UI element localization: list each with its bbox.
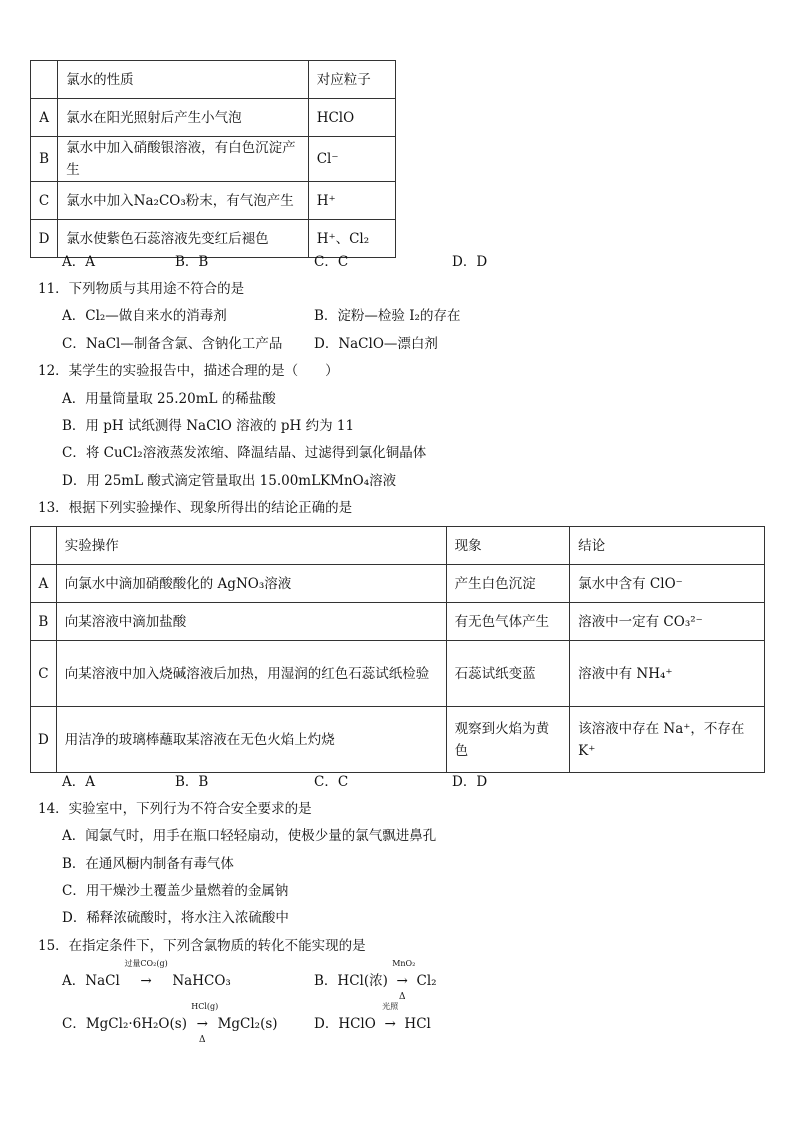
question-12-stem: 12．某学生的实验报告中，描述合理的是（ ） <box>38 363 339 379</box>
table-cell: 该溶液中存在 Na⁺，不存在 K⁺ <box>570 707 765 773</box>
answer-option-c: C．C <box>314 254 349 270</box>
question-14-stem: 14．实验室中，下列行为不符合安全要求的是 <box>38 801 312 817</box>
row-label: C <box>31 182 58 220</box>
table-header-cell: 实验操作 <box>56 527 446 565</box>
table-cell: 观察到火焰为黄色 <box>446 707 570 773</box>
option-label: D． <box>314 1016 339 1032</box>
question-15-stem: 15．在指定条件下，下列含氯物质的转化不能实现的是 <box>38 938 366 954</box>
table-cell: H⁺、Cl₂ <box>308 220 395 258</box>
table-cell: 溶液中一定有 CO₃²⁻ <box>570 603 765 641</box>
table-cell: H⁺ <box>308 182 395 220</box>
row-label: B <box>31 137 58 182</box>
q11-option-a: A．Cl₂—做自来水的消毒剂 <box>62 308 227 324</box>
q15-option-b <box>314 959 437 1002</box>
table-cell: 氯水中含有 ClO⁻ <box>570 565 765 603</box>
question-13-stem: 13．根据下列实验操作、现象所得出的结论正确的是 <box>38 500 353 516</box>
product: MgCl₂(s) <box>217 1016 278 1032</box>
answer-option-a: A．A <box>62 774 95 790</box>
table-cell: 向氯水中滴加硝酸酸化的 AgNO₃溶液 <box>56 565 446 603</box>
q11-option-c: C．NaCl—制备含氯、含钠化工产品 <box>62 336 283 352</box>
table-cell: 用洁净的玻璃棒蘸取某溶液在无色火焰上灼烧 <box>56 707 446 773</box>
q14-option-c: C．用干燥沙土覆盖少量燃着的金属钠 <box>62 883 289 899</box>
arrow-condition-below: Δ <box>199 1035 206 1045</box>
table-header-cell <box>31 527 57 565</box>
arrow-icon: → <box>396 973 408 989</box>
q15-option-d <box>314 1002 431 1033</box>
table-cell: Cl⁻ <box>308 137 395 182</box>
table-cell: 向某溶液中滴加盐酸 <box>56 603 446 641</box>
q14-option-d: D．稀释浓硫酸时，将水注入浓硫酸中 <box>62 910 289 926</box>
product: Cl₂ <box>416 973 437 989</box>
arrow-icon: → <box>196 1016 208 1032</box>
arrow-icon: → <box>140 973 152 989</box>
q14-option-b: B．在通风橱内制备有毒气体 <box>62 856 234 872</box>
row-label: C <box>31 641 57 707</box>
product: NaHCO₃ <box>172 973 231 989</box>
q11-option-b: B．淀粉—检验 I₂的存在 <box>314 308 461 324</box>
q11-option-d: D．NaClO—漂白剂 <box>314 336 438 352</box>
table-cell: 氯水在阳光照射后产生小气泡 <box>58 99 309 137</box>
experiment-table <box>30 526 765 773</box>
q12-option-d: D．用 25mL 酸式滴定管量取出 15.00mLKMnO₄溶液 <box>62 473 397 489</box>
table-row <box>31 99 396 137</box>
question-11-stem: 11．下列物质与其用途不符合的是 <box>38 281 245 297</box>
reactant: MgCl₂·6H₂O(s) <box>85 1016 187 1032</box>
q15-option-c <box>62 1002 278 1045</box>
table-cell: 氯水使紫色石蕊溶液先变红后褪色 <box>58 220 309 258</box>
table-row <box>31 707 765 773</box>
arrow-condition-above: 过量CO₂(g) <box>124 959 168 968</box>
reaction-arrow <box>124 959 168 990</box>
table-row <box>31 565 765 603</box>
answer-option-b: B．B <box>175 774 209 790</box>
q14-option-a: A．闻氯气时，用手在瓶口轻轻扇动，使极少量的氯气飘进鼻孔 <box>62 828 437 844</box>
arrow-condition-below: Δ <box>398 992 406 1002</box>
table-cell: 向某溶液中加入烧碱溶液后加热，用湿润的红色石蕊试纸检验 <box>56 641 446 707</box>
table-row <box>31 603 765 641</box>
row-label: D <box>31 707 57 773</box>
row-label: A <box>31 565 57 603</box>
table-cell: 氯水中加入Na₂CO₃粉末，有气泡产生 <box>58 182 309 220</box>
reaction-arrow <box>392 959 416 1002</box>
table-header-cell: 结论 <box>570 527 765 565</box>
arrow-condition-above: MnO₂ <box>392 959 416 968</box>
reactant: NaCl <box>85 973 120 989</box>
option-label: C． <box>62 1016 86 1032</box>
table-row <box>31 137 396 182</box>
arrow-condition-above: 光照 <box>382 1002 399 1011</box>
q12-option-a: A．用量筒量取 25.20mL 的稀盐酸 <box>62 391 276 407</box>
answer-option-d: D．D <box>452 774 488 790</box>
table-cell: 溶液中有 NH₄⁺ <box>570 641 765 707</box>
row-label: D <box>31 220 58 258</box>
row-label: A <box>31 99 58 137</box>
table-header-row <box>31 61 396 99</box>
table-cell: 石蕊试纸变蓝 <box>446 641 570 707</box>
table-header-cell: 对应粒子 <box>308 61 395 99</box>
reaction-arrow <box>380 1002 400 1033</box>
table-cell: HClO <box>308 99 395 137</box>
arrow-condition-above: HCl(g) <box>191 1002 219 1011</box>
answer-option-a: A．A <box>62 254 95 270</box>
table-row <box>31 220 396 258</box>
answer-option-b: B．B <box>175 254 209 270</box>
q12-option-b: B．用 pH 试纸测得 NaClO 溶液的 pH 约为 11 <box>62 418 355 434</box>
table-header-row <box>31 527 765 565</box>
reactant: HClO <box>338 1016 376 1032</box>
table-header-cell: 现象 <box>446 527 570 565</box>
q15-option-a <box>62 959 231 990</box>
reaction-arrow <box>191 1002 219 1045</box>
answer-option-d: D．D <box>452 254 488 270</box>
table-cell: 有无色气体产生 <box>446 603 570 641</box>
table-header-cell: 氯水的性质 <box>58 61 309 99</box>
chlorine-water-property-table <box>30 60 396 258</box>
table-row <box>31 182 396 220</box>
row-label: B <box>31 603 57 641</box>
table-row <box>31 641 765 707</box>
option-label: B． <box>314 973 338 989</box>
arrow-icon: → <box>384 1016 396 1032</box>
answer-option-c: C．C <box>314 774 349 790</box>
table-header-cell <box>31 61 58 99</box>
product: HCl <box>404 1016 431 1032</box>
table-cell: 产生白色沉淀 <box>446 565 570 603</box>
table-cell: 氯水中加入硝酸银溶液，有白色沉淀产生 <box>58 137 309 182</box>
q12-option-c: C．将 CuCl₂溶液蒸发浓缩、降温结晶、过滤得到氯化铜晶体 <box>62 445 427 461</box>
option-label: A． <box>62 973 86 989</box>
reactant: HCl(浓) <box>337 973 388 989</box>
